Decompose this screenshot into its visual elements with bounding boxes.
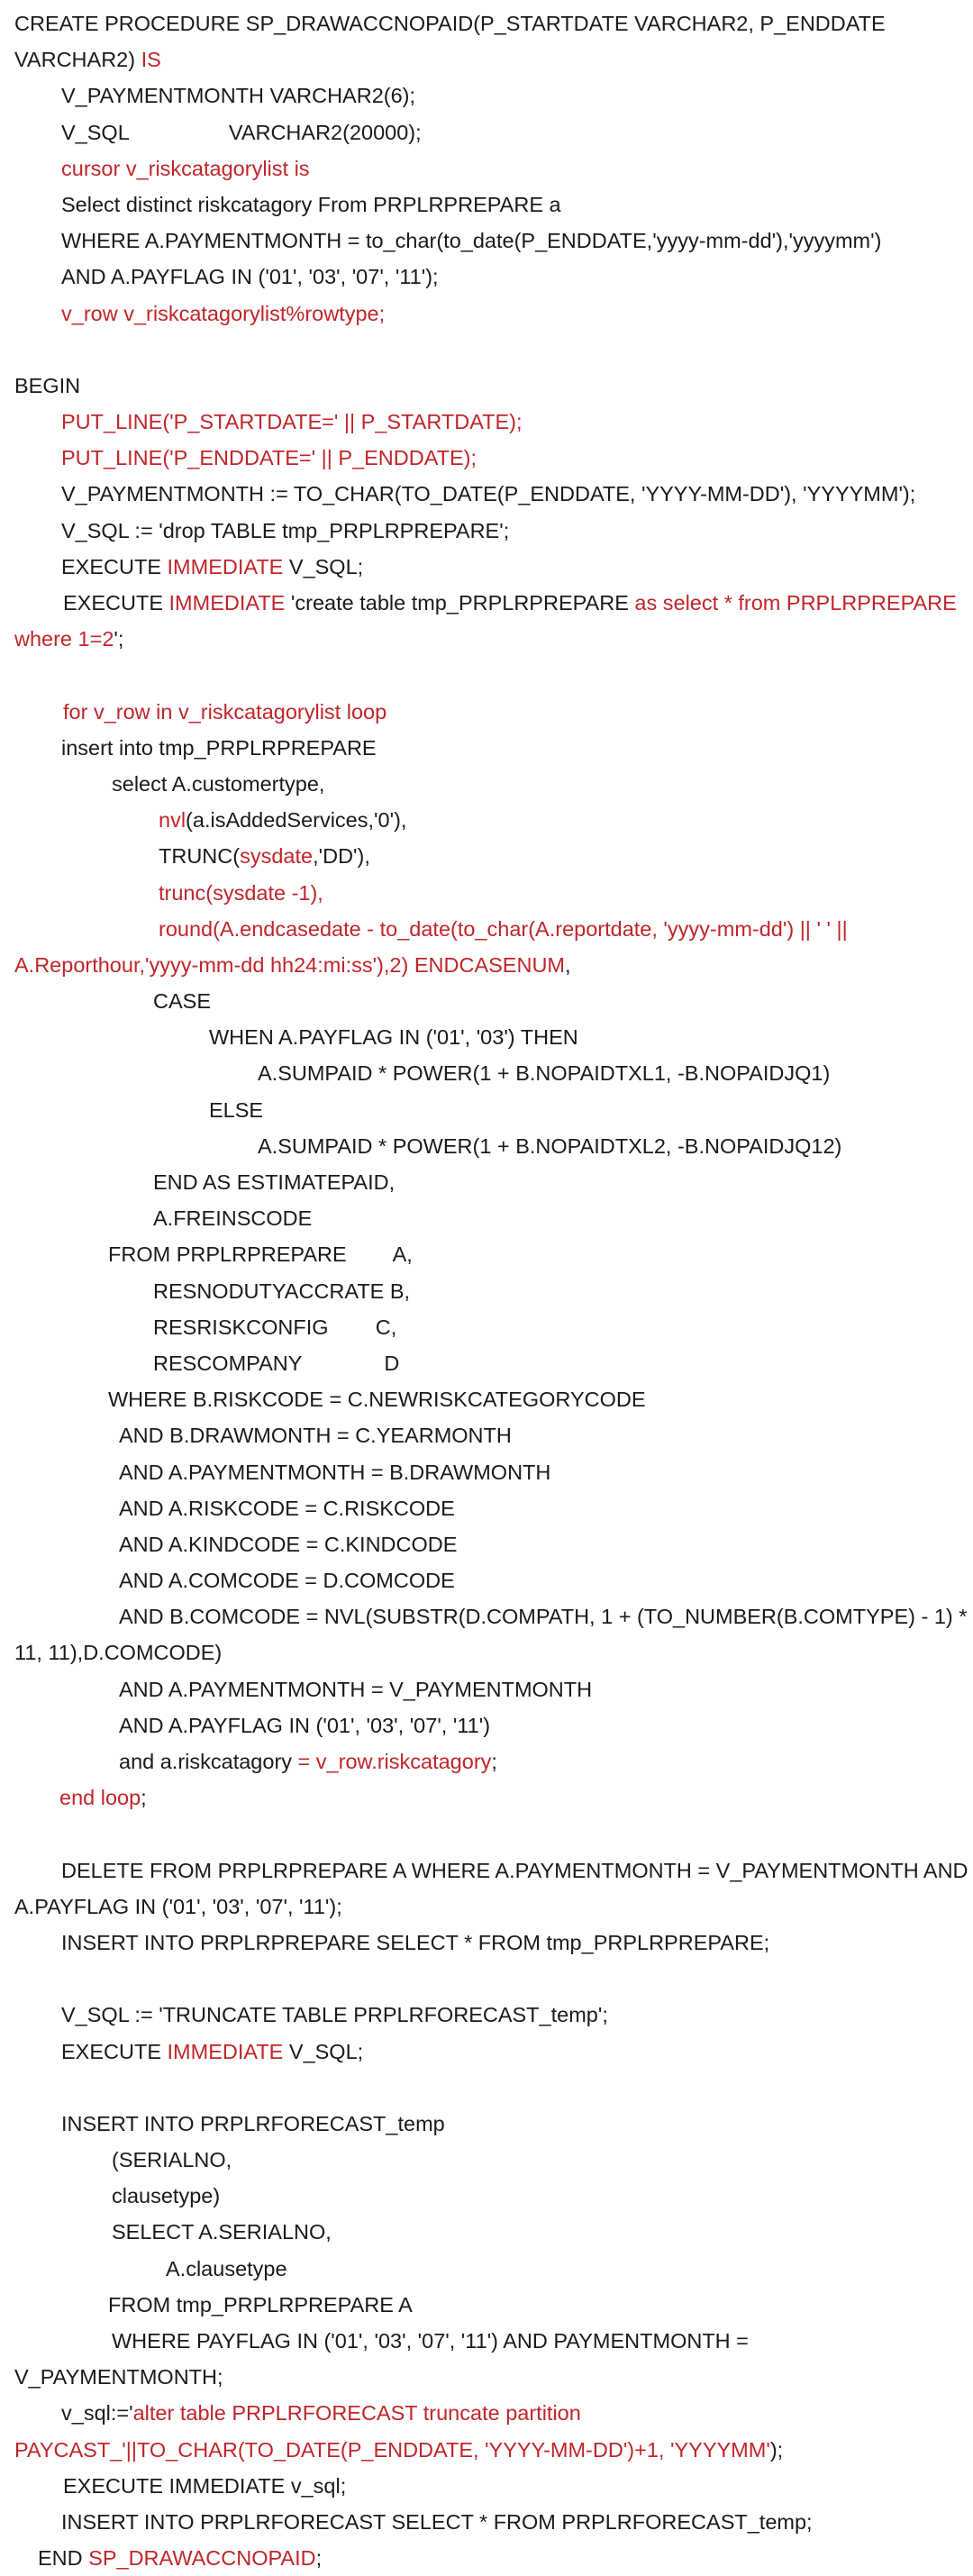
highlighted-code-token: where 1=2 (14, 627, 114, 651)
highlighted-code-token: sysdate (240, 844, 314, 869)
highlighted-code-token: cursor v_riskcatagorylist is (61, 156, 310, 180)
code-token: A.PAYFLAG IN ('01', '03', '07', '11'); (14, 1894, 342, 1918)
code-token: A.SUMPAID * POWER(1 + B.NOPAIDTXL2, -B.NOPAIDJQ12) (258, 1133, 842, 1158)
code-token: V_PAYMENTMONTH := TO_CHAR(TO_DATE(P_ENDDATE, 'YYYY-MM-DD'), 'YYYYMM'); (61, 482, 916, 506)
code-token: EXECUTE (63, 591, 169, 614)
code-line (14, 440, 969, 476)
code-line (14, 1961, 969, 1997)
code-token: AND A.COMCODE = D.COMCODE (119, 1569, 455, 1593)
code-line (14, 2359, 969, 2395)
code-line (14, 1562, 969, 1598)
code-token: CREATE PROCEDURE SP_DRAWACCNOPAID(P_STARTDATE VARCHAR2, P_ENDDATE (14, 12, 886, 35)
code-token: ,'DD'), (313, 844, 370, 869)
code-token: (a.isAddedServices,'0'), (186, 808, 407, 833)
highlighted-code-token: IMMEDIATE (167, 2039, 284, 2063)
code-token: ; (141, 1786, 147, 1810)
highlighted-code-token: PUT_LINE('P_STARTDATE=' || P_STARTDATE); (61, 410, 523, 434)
code-line (14, 404, 969, 440)
code-line (14, 476, 969, 512)
code-token: V_SQL := 'drop TABLE tmp_PRPLRPREPARE'; (61, 518, 510, 542)
code-token: ); (769, 2437, 784, 2462)
code-line (14, 585, 969, 621)
code-token: A.clausetype (166, 2256, 287, 2280)
code-line (14, 513, 969, 549)
code-line (14, 621, 969, 657)
code-token: AND B.COMCODE = NVL(SUBSTR(D.COMPATH, 1 + (TO_NUMBER(B.COMTYPE) - 1) * (119, 1605, 968, 1629)
code-token: V_PAYMENTMONTH VARCHAR2(6); (61, 84, 416, 108)
code-document (14, 5, 969, 2576)
highlighted-code-token: PUT_LINE('P_ENDDATE=' || P_ENDDATE); (61, 446, 477, 470)
code-line (14, 1381, 969, 1417)
code-token: clausetype) (112, 2184, 221, 2208)
code-line (14, 1780, 969, 1816)
code-line (14, 2070, 969, 2106)
code-token: EXECUTE IMMEDIATE v_sql; (63, 2473, 347, 2498)
code-line (14, 1055, 969, 1091)
code-token: ; (491, 1750, 497, 1773)
code-token: WHERE B.RISKCODE = C.NEWRISKCATEGORYCODE (108, 1388, 646, 1412)
code-line (14, 2251, 969, 2287)
code-line (14, 2432, 969, 2468)
highlighted-code-token: end loop (59, 1786, 141, 1810)
code-line (14, 1345, 969, 1381)
code-line (14, 2504, 969, 2540)
highlighted-code-token: A.Reporthour,'yyyy-mm-dd hh24:mi:ss'),2) ENDCASENUM (14, 952, 565, 977)
code-line (14, 1634, 969, 1670)
code-line (14, 1743, 969, 1780)
code-token: WHERE A.PAYMENTMONTH = to_char(to_date(P_ENDDATE,'yyyy-mm-dd'),'yyyymm') (61, 229, 882, 253)
code-token: AND A.RISKCODE = C.RISKCODE (119, 1496, 455, 1520)
code-token: Select distinct riskcatagory From PRPLRPREPARE a (61, 192, 561, 216)
code-token: FROM PRPLRPREPARE A, (108, 1242, 413, 1267)
code-line (14, 368, 969, 404)
highlighted-code-token: v_row v_riskcatagorylist%rowtype; (61, 301, 386, 325)
code-token: select A.customertype, (112, 771, 325, 796)
code-token: END AS ESTIMATEPAID, (153, 1170, 396, 1194)
code-line (14, 296, 969, 332)
code-line (14, 5, 969, 41)
code-line (14, 114, 969, 150)
code-token: CASE (153, 989, 211, 1014)
highlighted-code-token: PAYCAST_'||TO_CHAR(TO_DATE(P_ENDDATE, 'YYYY-MM-DD')+1, 'YYYYMM' (14, 2437, 770, 2462)
code-token: '; (114, 627, 124, 651)
highlighted-code-token: SP_DRAWACCNOPAID (88, 2546, 316, 2571)
code-token: insert into tmp_PRPLRPREPARE (61, 735, 377, 760)
code-token: WHEN A.PAYFLAG IN ('01', '03') THEN (209, 1025, 578, 1050)
code-token: TRUNC( (159, 844, 241, 869)
code-line (14, 1598, 969, 1634)
code-line (14, 766, 969, 802)
code-line (14, 2540, 969, 2576)
code-line (14, 1092, 969, 1128)
code-line (14, 694, 969, 730)
code-token: ; (315, 2546, 323, 2571)
code-line (14, 223, 969, 259)
code-token: v_sql:=' (61, 2401, 133, 2426)
code-line (14, 1236, 969, 1272)
code-line (14, 150, 969, 187)
code-line (14, 1128, 969, 1164)
code-line (14, 730, 969, 766)
code-token: AND A.PAYMENTMONTH = B.DRAWMONTH (119, 1460, 551, 1484)
code-token: RESRISKCONFIG C, (153, 1315, 397, 1339)
code-line (14, 838, 969, 874)
code-line (14, 1164, 969, 1200)
code-token: RESNODUTYACCRATE B, (153, 1279, 411, 1303)
code-token: AND B.DRAWMONTH = C.YEARMONTH (119, 1424, 512, 1448)
code-line (14, 657, 969, 693)
code-line (14, 875, 969, 911)
code-token: FROM tmp_PRPLRPREPARE A (108, 2292, 413, 2317)
code-token: (SERIALNO, (112, 2148, 232, 2172)
code-line (14, 187, 969, 223)
code-line (14, 1925, 969, 1961)
code-line (14, 1816, 969, 1852)
code-token: AND A.KINDCODE = C.KINDCODE (119, 1532, 458, 1556)
highlighted-code-token: trunc(sysdate -1), (159, 880, 323, 905)
code-line (14, 1454, 969, 1490)
code-line (14, 41, 969, 77)
code-line (14, 911, 969, 947)
code-token: V_SQL; (283, 554, 364, 578)
code-line (14, 2468, 969, 2504)
code-line (14, 1671, 969, 1707)
code-line (14, 1707, 969, 1743)
code-token: VARCHAR2) (14, 48, 141, 72)
code-line (14, 2034, 969, 2070)
code-token: EXECUTE (61, 2039, 168, 2063)
code-line (14, 77, 969, 114)
highlighted-code-token: IS (141, 48, 161, 72)
code-token: V_SQL := 'TRUNCATE TABLE PRPLRFORECAST_temp'; (61, 2003, 608, 2027)
code-line (14, 2395, 969, 2431)
code-token: INSERT INTO PRPLRFORECAST SELECT * FROM PRPLRFORECAST_temp; (61, 2509, 813, 2534)
highlighted-code-token: round(A.endcasedate - to_date(to_char(A.reportdate, 'yyyy-mm-dd') || ' ' || (159, 916, 848, 941)
code-line (14, 1889, 969, 1925)
code-token: AND A.PAYMENTMONTH = V_PAYMENTMONTH (119, 1677, 593, 1701)
code-line (14, 1309, 969, 1345)
code-line (14, 1417, 969, 1453)
code-token: INSERT INTO PRPLRPREPARE SELECT * FROM tmp_PRPLRPREPARE; (61, 1930, 770, 1954)
code-token: SELECT A.SERIALNO, (112, 2220, 332, 2244)
code-token: V_SQL; (283, 2039, 364, 2063)
code-token: WHERE PAYFLAG IN ('01', '03', '07', '11') AND PAYMENTMONTH = (112, 2329, 749, 2353)
code-line (14, 1019, 969, 1055)
highlighted-code-token: as select * from PRPLRPREPARE (634, 591, 957, 614)
code-token: 'create table tmp_PRPLRPREPARE (285, 591, 635, 614)
code-line (14, 259, 969, 295)
code-line (14, 2142, 969, 2178)
code-line (14, 1997, 969, 2033)
highlighted-code-token: IMMEDIATE (168, 591, 286, 614)
code-line (14, 1200, 969, 1236)
highlighted-code-token: alter table PRPLRFORECAST truncate partition (132, 2401, 581, 2426)
code-token: A.FREINSCODE (153, 1206, 313, 1231)
highlighted-code-token: IMMEDIATE (167, 554, 284, 578)
code-token: DELETE FROM PRPLRPREPARE A WHERE A.PAYMENTMONTH = V_PAYMENTMONTH AND (61, 1858, 968, 1882)
code-token: V_SQL VARCHAR2(20000); (61, 120, 422, 144)
code-token: RESCOMPANY D (153, 1351, 400, 1375)
code-line (14, 2106, 969, 2142)
code-token: 11, 11),D.COMCODE) (14, 1641, 223, 1665)
code-line (14, 2287, 969, 2323)
code-token: V_PAYMENTMONTH; (14, 2365, 223, 2389)
code-line (14, 332, 969, 368)
code-line (14, 1273, 969, 1309)
code-line (14, 802, 969, 838)
highlighted-code-token: nvl (159, 808, 186, 833)
code-token: END (38, 2546, 89, 2571)
code-token: AND A.PAYFLAG IN ('01', '03', '07', '11'); (61, 265, 439, 289)
code-token: ELSE (209, 1097, 264, 1122)
code-token: INSERT INTO PRPLRFORECAST_temp (61, 2111, 445, 2135)
code-line (14, 2178, 969, 2214)
code-token: EXECUTE (61, 554, 168, 578)
code-line (14, 1526, 969, 1562)
highlighted-code-token: = v_row.riskcatagory (297, 1750, 492, 1773)
code-line (14, 2214, 969, 2250)
code-line (14, 2323, 969, 2359)
code-line (14, 1852, 969, 1889)
code-token: and a.riskcatagory (119, 1750, 298, 1773)
code-token: A.SUMPAID * POWER(1 + B.NOPAIDTXL1, -B.NOPAIDJQ1) (258, 1061, 831, 1086)
code-token: BEGIN (14, 373, 81, 397)
code-line (14, 947, 969, 983)
code-line (14, 983, 969, 1019)
code-line (14, 549, 969, 585)
code-token: , (565, 952, 571, 977)
code-token: AND A.PAYFLAG IN ('01', '03', '07', '11') (119, 1713, 491, 1737)
highlighted-code-token: for v_row in v_riskcatagorylist loop (63, 699, 387, 724)
code-line (14, 1490, 969, 1526)
